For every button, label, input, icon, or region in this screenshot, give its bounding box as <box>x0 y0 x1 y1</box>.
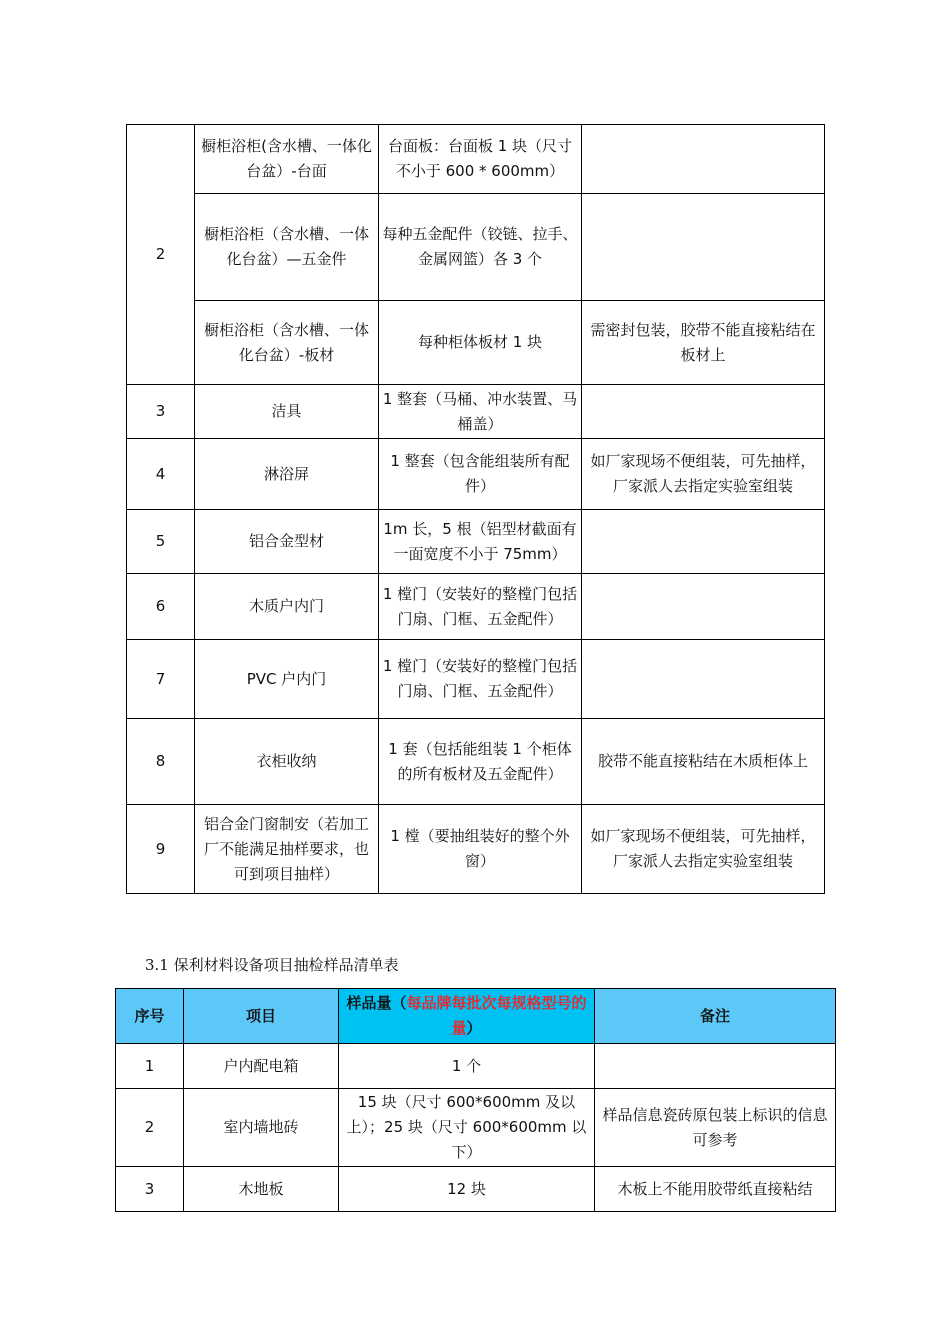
row-number: 3 <box>127 385 195 439</box>
item-name: 木地板 <box>184 1167 339 1212</box>
header-sample-quantity <box>339 989 595 1044</box>
row-number: 6 <box>127 574 195 640</box>
remark <box>582 640 825 719</box>
sample-quantity: 1 樘（要抽组装好的整个外窗） <box>379 805 582 894</box>
table-row <box>127 510 825 574</box>
table-row <box>127 719 825 805</box>
sample-quantity: 1 樘门（安装好的整樘门包括门扇、门框、五金配件） <box>379 640 582 719</box>
item-name: 橱柜浴柜（含水槽、一体化台盆）-板材 <box>195 301 379 385</box>
item-name: 衣柜收纳 <box>195 719 379 805</box>
table-header-row <box>116 989 836 1044</box>
remark: 如厂家现场不便组装，可先抽样，厂家派人去指定实验室组装 <box>582 805 825 894</box>
header-item: 项目 <box>184 989 339 1044</box>
header-remark: 备注 <box>595 989 836 1044</box>
row-number: 9 <box>127 805 195 894</box>
sample-quantity: 台面板：台面板 1 块（尺寸不小于 600 * 600mm） <box>379 125 582 194</box>
sample-table-continued <box>126 124 825 894</box>
sample-quantity: 1 套（包括能组装 1 个柜体的所有板材及五金配件） <box>379 719 582 805</box>
row-number: 7 <box>127 640 195 719</box>
sample-quantity: 1 整套（马桶、冲水装置、马桶盖） <box>379 385 582 439</box>
item-name: 铝合金型材 <box>195 510 379 574</box>
row-number: 2 <box>116 1089 184 1167</box>
item-name: 木质户内门 <box>195 574 379 640</box>
table-row <box>116 1044 836 1089</box>
table-row <box>127 574 825 640</box>
sample-quantity: 每种柜体板材 1 块 <box>379 301 582 385</box>
remark: 胶带不能直接粘结在木质柜体上 <box>582 719 825 805</box>
sample-quantity: 1 整套（包含能组装所有配件） <box>379 439 582 510</box>
remark <box>582 574 825 640</box>
table-row <box>127 301 825 385</box>
table-row <box>127 439 825 510</box>
item-name: 淋浴屏 <box>195 439 379 510</box>
header-quantity-suffix: ） <box>466 1019 482 1037</box>
table-row <box>116 1167 836 1212</box>
section-heading: 3.1 保利材料设备项目抽检样品清单表 <box>145 956 399 974</box>
remark: 需密封包装，胶带不能直接粘结在板材上 <box>582 301 825 385</box>
item-name: 室内墙地砖 <box>184 1089 339 1167</box>
table-row <box>127 125 825 194</box>
row-number: 2 <box>127 125 195 385</box>
table-row <box>127 194 825 301</box>
item-name: 户内配电箱 <box>184 1044 339 1089</box>
table-row <box>127 805 825 894</box>
sample-quantity: 1m 长，5 根（铝型材截面有一面宽度不小于 75mm） <box>379 510 582 574</box>
item-name: 橱柜浴柜（含水槽、一体化台盆）—五金件 <box>195 194 379 301</box>
item-name: 铝合金门窗制安（若加工厂不能满足抽样要求，也可到项目抽样） <box>195 805 379 894</box>
row-number: 1 <box>116 1044 184 1089</box>
remark <box>582 510 825 574</box>
item-name: 洁具 <box>195 385 379 439</box>
header-quantity-highlight: 每品牌每批次每规格型号的量 <box>406 994 587 1037</box>
table-row <box>127 385 825 439</box>
remark: 如厂家现场不便组装，可先抽样，厂家派人去指定实验室组装 <box>582 439 825 510</box>
remark <box>595 1044 836 1089</box>
table-row <box>127 640 825 719</box>
row-number: 8 <box>127 719 195 805</box>
header-quantity-prefix: 样品量（ <box>346 994 407 1012</box>
item-name: PVC 户内门 <box>195 640 379 719</box>
remark: 木板上不能用胶带纸直接粘结 <box>595 1167 836 1212</box>
sample-quantity: 1 樘门（安装好的整樘门包括门扇、门框、五金配件） <box>379 574 582 640</box>
row-number: 4 <box>127 439 195 510</box>
remark: 样品信息瓷砖原包装上标识的信息可参考 <box>595 1089 836 1167</box>
remark <box>582 194 825 301</box>
item-name: 橱柜浴柜(含水槽、一体化台盆）-台面 <box>195 125 379 194</box>
table-row <box>116 1089 836 1167</box>
sample-quantity: 12 块 <box>339 1167 595 1212</box>
remark <box>582 125 825 194</box>
remark <box>582 385 825 439</box>
row-number: 3 <box>116 1167 184 1212</box>
header-number: 序号 <box>116 989 184 1044</box>
row-number: 5 <box>127 510 195 574</box>
sample-quantity: 1 个 <box>339 1044 595 1089</box>
sample-quantity: 每种五金配件（铰链、拉手、金属网篮）各 3 个 <box>379 194 582 301</box>
sample-quantity: 15 块（尺寸 600*600mm 及以上）；25 块（尺寸 600*600mm 以下） <box>339 1089 595 1167</box>
sample-list-table <box>115 988 836 1212</box>
